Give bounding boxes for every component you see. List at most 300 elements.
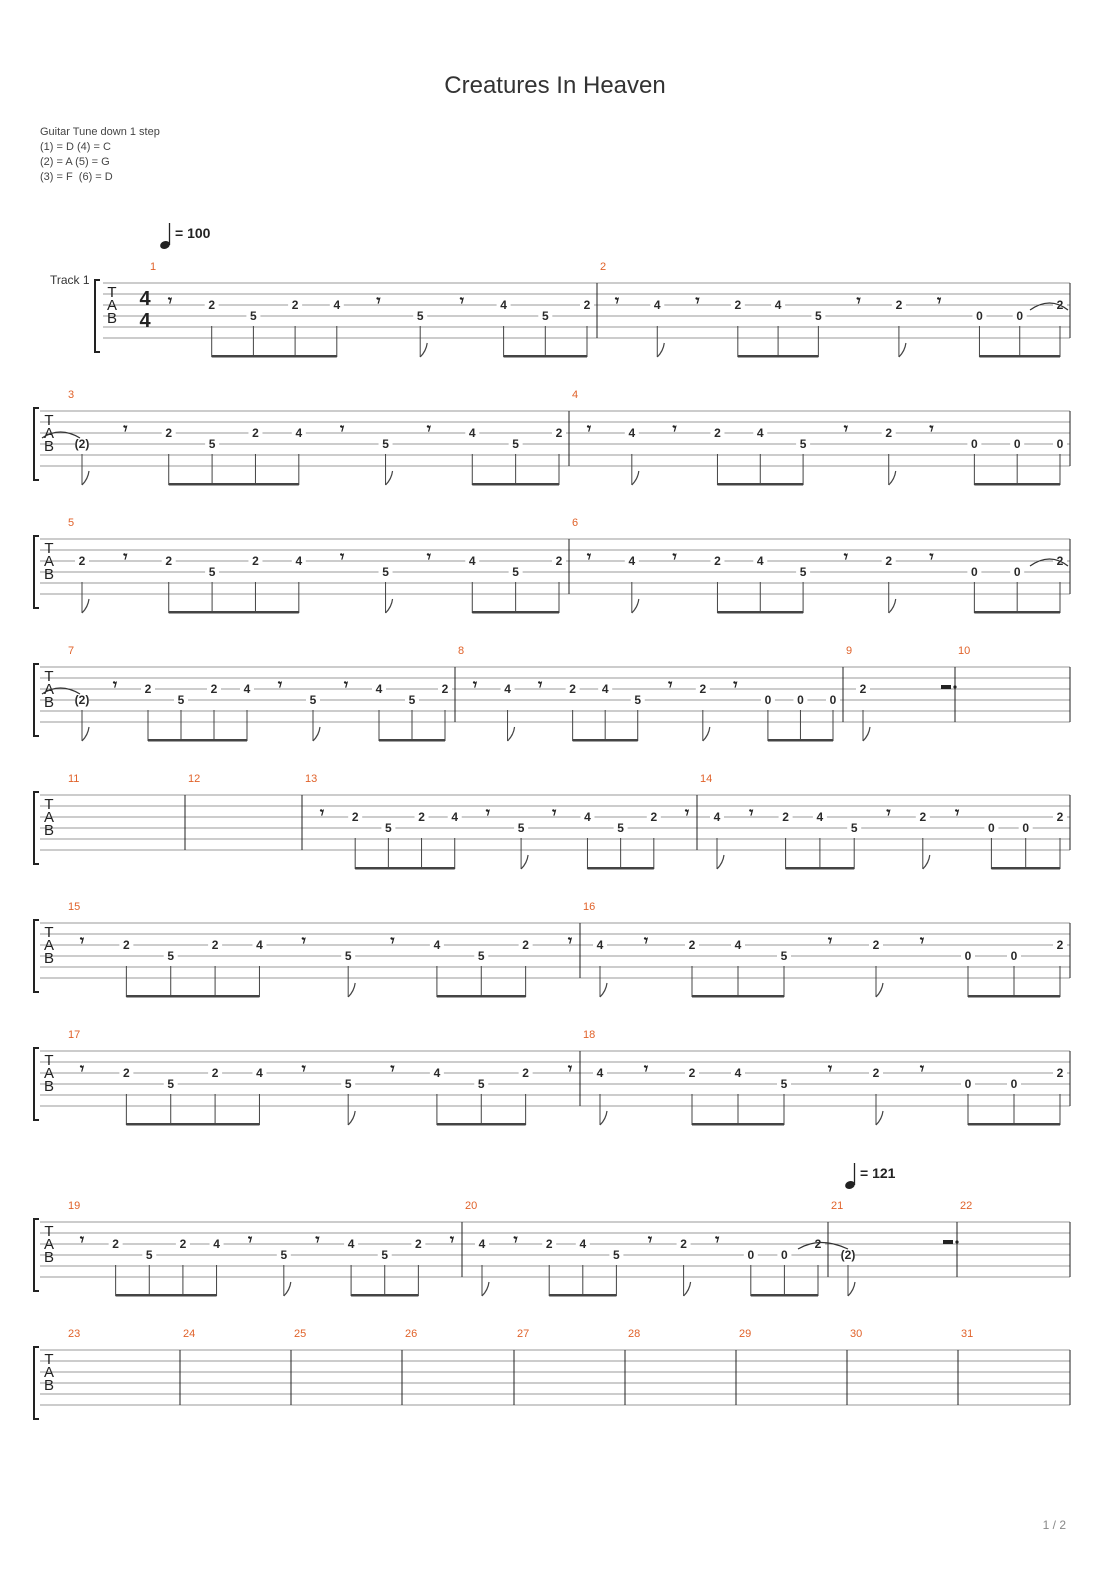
measure-number: 1	[150, 261, 157, 273]
beam	[968, 1123, 1060, 1126]
tab-clef-letter: T	[44, 412, 54, 429]
tab-clef-letter: A	[43, 1364, 55, 1381]
note-flag	[848, 1282, 855, 1296]
fret-number: 4	[584, 810, 591, 824]
note-flag	[703, 727, 710, 741]
fret-number: 0	[988, 821, 995, 835]
note-flag	[386, 599, 393, 613]
fret-number: 5	[780, 949, 788, 963]
beam	[148, 739, 247, 742]
fret-number: 5	[382, 437, 389, 451]
rest-symbol: 𝄾	[856, 293, 861, 310]
measure-number: 15	[68, 901, 81, 913]
note-flag	[889, 599, 896, 613]
fret-number: 5	[617, 821, 624, 835]
beam	[751, 1294, 818, 1297]
rest-symbol: 𝄾	[472, 677, 478, 694]
tab-clef-letter: B	[43, 950, 55, 967]
system-bracket	[95, 280, 100, 352]
tab-clef-letter: B	[43, 438, 55, 455]
rest-symbol: 𝄾	[315, 1232, 320, 1249]
note-flag	[876, 1111, 883, 1125]
tab-clef-letter: T	[44, 668, 54, 685]
fret-number: 5	[177, 693, 185, 707]
fret-number: 2	[123, 1066, 130, 1080]
rest-symbol: 𝄾	[643, 933, 649, 950]
fret-number: 5	[799, 565, 807, 579]
rest-symbol: 𝄾	[485, 805, 491, 822]
beam	[968, 995, 1060, 998]
fret-number: 2	[208, 298, 216, 312]
note-flag	[684, 1282, 691, 1296]
beam	[587, 867, 653, 870]
rest-symbol: 𝄾	[301, 1061, 306, 1078]
rest-symbol: 𝄾	[715, 1232, 720, 1249]
rest-symbol: 𝄾	[319, 805, 325, 822]
tab-clef-letter: T	[44, 1052, 54, 1069]
rest-symbol: 𝄾	[123, 421, 128, 438]
rest-symbol: 𝄾	[340, 549, 345, 566]
rest-symbol: 𝄾	[340, 421, 345, 438]
measure-number: 24	[183, 1328, 196, 1340]
fret-number: (2)	[74, 693, 90, 707]
fret-number: 2	[418, 810, 425, 824]
measure-number: 17	[68, 1029, 81, 1041]
beam	[437, 1123, 526, 1126]
tab-clef-letter: B	[43, 822, 55, 839]
fret-number: 2	[555, 426, 563, 440]
fret-number: 2	[782, 810, 789, 824]
rest-symbol: 𝄾	[167, 293, 173, 310]
fret-number: 5	[167, 949, 175, 963]
fret-number: 2	[714, 554, 721, 568]
fret-number: 4	[243, 682, 251, 696]
fret-number: 2	[555, 554, 563, 568]
rest-symbol: 𝄾	[79, 1061, 85, 1078]
rest-symbol: 𝄾	[426, 421, 432, 438]
rest-symbol: 𝄾	[301, 933, 306, 950]
beam	[573, 739, 638, 742]
fret-number: 4	[816, 810, 824, 824]
tuning-line: (3) = F (6) = D	[40, 171, 113, 183]
beam	[116, 1294, 217, 1297]
tab-clef-letter: T	[44, 1351, 54, 1368]
measure-number: 5	[68, 517, 75, 529]
note-flag	[313, 727, 320, 741]
fret-number: 4	[756, 426, 764, 440]
tab-clef-letter: A	[106, 297, 118, 314]
measure-number: 6	[572, 517, 579, 529]
fret-number: 2	[1056, 1066, 1064, 1080]
note-flag	[632, 599, 639, 613]
beam	[717, 611, 803, 614]
beam	[786, 867, 855, 870]
tab-clef-letter: T	[44, 1223, 54, 1240]
rest-symbol: 𝄾	[672, 549, 677, 566]
page-number: 1 / 2	[1042, 1518, 1066, 1532]
tab-clef-letter: B	[106, 310, 118, 327]
fret-number: 2	[919, 810, 927, 824]
tab-clef-letter: T	[107, 284, 117, 301]
beam	[379, 739, 445, 742]
measure-number: 13	[305, 773, 318, 785]
fret-number: 4	[734, 938, 742, 952]
system-bracket	[34, 536, 39, 608]
fret-number: 0	[1010, 1077, 1018, 1091]
fret-number: 4	[333, 298, 341, 312]
fret-number: 0	[1056, 437, 1064, 451]
tuning-line: (2) = A (5) = G	[40, 156, 110, 168]
fret-number: 5	[517, 821, 525, 835]
track-label: Track 1	[50, 273, 90, 287]
beam	[126, 1123, 259, 1126]
system-bracket	[34, 1347, 39, 1419]
fret-number: 4	[468, 426, 476, 440]
fret-number: 4	[628, 426, 636, 440]
fret-number: 4	[256, 1066, 263, 1080]
fret-number: 2	[569, 682, 576, 696]
beam	[504, 355, 587, 358]
fret-number: 5	[167, 1077, 175, 1091]
fret-number: 2	[885, 554, 893, 568]
fret-number: 4	[500, 298, 507, 312]
rest-symbol: 𝄾	[459, 293, 465, 310]
measure-number: 4	[572, 389, 579, 401]
fret-number: 2	[165, 554, 173, 568]
fret-number: 4	[433, 1066, 441, 1080]
note-flag	[508, 727, 515, 741]
tempo-value: = 100	[175, 225, 211, 241]
system-bracket	[34, 792, 39, 864]
fret-number: 5	[850, 821, 858, 835]
fret-number: 0	[1013, 437, 1021, 451]
fret-number: 2	[734, 298, 742, 312]
rest-symbol: 𝄾	[929, 421, 934, 438]
fret-number: 2	[165, 426, 173, 440]
beam	[717, 483, 803, 486]
note-flag	[863, 727, 870, 741]
system-bracket	[34, 1219, 39, 1291]
measure-number: 3	[68, 389, 75, 401]
measure-number: 16	[583, 901, 596, 913]
half-rest-symbol	[943, 1240, 953, 1244]
fret-number: 0	[964, 1077, 972, 1091]
fret-number: 5	[780, 1077, 788, 1091]
note-flag	[717, 855, 724, 869]
fret-number: 2	[211, 938, 219, 952]
measure-number: 31	[961, 1328, 974, 1340]
tab-clef-letter: B	[43, 1377, 55, 1394]
note-flag	[82, 471, 89, 485]
rest-symbol: 𝄾	[449, 1232, 455, 1249]
note-flag	[386, 471, 393, 485]
tab-clef-letter: A	[43, 553, 55, 570]
fret-number: 5	[815, 309, 822, 323]
beam	[169, 483, 299, 486]
beam	[126, 995, 259, 998]
fret-number: 0	[971, 437, 978, 451]
fret-number: 5	[613, 1248, 620, 1262]
beam	[472, 483, 559, 486]
beam	[472, 611, 559, 614]
fret-number: 2	[252, 554, 259, 568]
note-flag	[482, 1282, 489, 1296]
system-bracket	[34, 664, 39, 736]
fret-number: 2	[291, 298, 299, 312]
measure-number: 20	[465, 1200, 478, 1212]
fret-number: 2	[650, 810, 658, 824]
fret-number: 5	[512, 565, 519, 579]
fret-number: 4	[774, 298, 782, 312]
tab-clef-letter: A	[43, 425, 55, 442]
fret-number: 2	[441, 682, 449, 696]
fret-number: 4	[295, 426, 303, 440]
rest-symbol: 𝄾	[827, 933, 833, 950]
measure-number: 29	[739, 1328, 752, 1340]
tab-clef-letter: A	[43, 1065, 55, 1082]
rest-symbol: 𝄾	[919, 1061, 925, 1078]
fret-number: 0	[1016, 309, 1024, 323]
beam	[979, 355, 1060, 358]
note-flag	[600, 1111, 607, 1125]
fret-number: 2	[415, 1237, 422, 1251]
fret-number: 4	[579, 1237, 587, 1251]
rest-symbol: 𝄾	[929, 549, 934, 566]
fret-number: 0	[781, 1248, 788, 1262]
beam	[768, 739, 833, 742]
rest-symbol: 𝄾	[843, 549, 849, 566]
rest-symbol: 𝄾	[552, 805, 557, 822]
tuning-line: (1) = D (4) = C	[40, 141, 111, 153]
note-flag	[889, 471, 896, 485]
fret-number: 5	[477, 949, 485, 963]
beam	[692, 995, 784, 998]
beam	[991, 867, 1060, 870]
note-flag	[348, 1111, 355, 1125]
rest-symbol: 𝄾	[695, 293, 700, 310]
note-flag	[521, 855, 528, 869]
fret-number: 2	[714, 426, 721, 440]
fret-number: 4	[601, 682, 609, 696]
fret-number: 0	[1010, 949, 1018, 963]
fret-number: 0	[829, 693, 837, 707]
beam	[212, 355, 337, 358]
note-flag	[348, 983, 355, 997]
measure-number: 21	[831, 1200, 844, 1212]
rest-symbol: 𝄾	[376, 293, 381, 310]
fret-number: 4	[347, 1237, 355, 1251]
measure-number: 2	[600, 261, 607, 273]
beam	[355, 867, 455, 870]
rest-symbol: 𝄾	[614, 293, 620, 310]
fret-number: 2	[872, 938, 880, 952]
fret-number: 2	[1056, 938, 1064, 952]
fret-number: 4	[468, 554, 476, 568]
measure-number: 23	[68, 1328, 81, 1340]
tab-clef-letter: A	[43, 681, 55, 698]
measure-number: 28	[628, 1328, 641, 1340]
fret-number: 2	[351, 810, 359, 824]
fret-number: 5	[381, 1248, 389, 1262]
note-flag	[923, 855, 930, 869]
measure-number: 30	[850, 1328, 863, 1340]
fret-number: (2)	[74, 437, 90, 451]
fret-number: 2	[1056, 554, 1064, 568]
fret-number: 2	[545, 1237, 553, 1251]
fret-number: 5	[385, 821, 392, 835]
rest-symbol: 𝄾	[390, 1061, 395, 1078]
fret-number: 0	[964, 949, 972, 963]
rest-symbol: 𝄾	[343, 677, 349, 694]
rest-symbol: 𝄾	[586, 421, 592, 438]
tempo-value: = 121	[860, 1165, 896, 1181]
rest-symbol: 𝄾	[123, 549, 128, 566]
tab-clef-letter: A	[43, 1236, 55, 1253]
rest-symbol: 𝄾	[567, 933, 573, 950]
note-flag	[657, 343, 664, 357]
fret-number: 4	[295, 554, 303, 568]
fret-number: 4	[213, 1237, 220, 1251]
fret-number: 0	[1013, 565, 1021, 579]
note-flag	[632, 471, 639, 485]
fret-number: 4	[478, 1237, 486, 1251]
beam	[738, 355, 819, 358]
fret-number: 2	[112, 1237, 119, 1251]
fret-number: 5	[145, 1248, 153, 1262]
rest-symbol: 𝄾	[954, 805, 960, 822]
fret-number: 2	[688, 938, 696, 952]
rest-symbol: 𝄾	[733, 677, 738, 694]
fret-number: 0	[764, 693, 772, 707]
fret-number: 2	[252, 426, 259, 440]
fret-number: 5	[344, 949, 352, 963]
fret-number: 4	[504, 682, 511, 696]
rest-symbol: 𝄾	[827, 1061, 833, 1078]
rest-symbol: 𝄾	[513, 1232, 518, 1249]
fret-number: 4	[653, 298, 661, 312]
fret-number: 2	[699, 682, 707, 696]
note-flag	[420, 343, 427, 357]
measure-number: 7	[68, 645, 75, 657]
rest-symbol: 𝄾	[567, 1061, 573, 1078]
rest-symbol: 𝄾	[668, 677, 673, 694]
note-flag	[82, 599, 89, 613]
measure-number: 18	[583, 1029, 596, 1041]
fret-number: 5	[512, 437, 519, 451]
fret-number: 4	[451, 810, 459, 824]
beam	[692, 1123, 784, 1126]
half-rest-symbol	[941, 685, 951, 689]
fret-number: 2	[680, 1237, 687, 1251]
fret-number: 2	[123, 938, 130, 952]
fret-number: 5	[309, 693, 317, 707]
measure-number: 10	[958, 645, 971, 657]
measure-number: 11	[68, 773, 80, 785]
fret-number: 0	[976, 309, 983, 323]
page-title: Creatures In Heaven	[444, 72, 666, 99]
fret-number: 2	[210, 682, 218, 696]
fret-number: 2	[1056, 810, 1064, 824]
fret-number: 4	[734, 1066, 742, 1080]
fret-number: 2	[78, 554, 86, 568]
fret-number: 5	[541, 309, 549, 323]
tab-clef-letter: B	[43, 1078, 55, 1095]
fret-number: 4	[433, 938, 441, 952]
measure-number: 22	[960, 1200, 973, 1212]
fret-number: 2	[522, 1066, 529, 1080]
fret-number: 2	[522, 938, 529, 952]
fret-number: 5	[408, 693, 416, 707]
measure-number: 25	[294, 1328, 307, 1340]
fret-number: 2	[859, 682, 867, 696]
tuning-heading: Guitar Tune down 1 step	[40, 126, 160, 138]
note-flag	[899, 343, 906, 357]
fret-number: 4	[375, 682, 383, 696]
tab-clef-letter: T	[44, 540, 54, 557]
fret-number: 4	[256, 938, 263, 952]
fret-number: 2	[872, 1066, 880, 1080]
rest-symbol: 𝄾	[919, 933, 925, 950]
note-flag	[82, 727, 89, 741]
tab-clef-letter: T	[44, 924, 54, 941]
rest-symbol: 𝄾	[277, 677, 283, 694]
fret-number: 5	[634, 693, 642, 707]
fret-number: 2	[814, 1237, 822, 1251]
rest-symbol: 𝄾	[112, 677, 118, 694]
system-bracket	[34, 408, 39, 480]
rest-dot	[955, 1240, 958, 1243]
rest-symbol: 𝄾	[684, 805, 690, 822]
fret-number: 4	[596, 938, 604, 952]
fret-number: 0	[971, 565, 978, 579]
rest-symbol: 𝄾	[537, 677, 543, 694]
fret-number: 5	[416, 309, 424, 323]
tab-clef-letter: T	[44, 796, 54, 813]
measure-number: 8	[458, 645, 465, 657]
fret-number: 5	[208, 437, 216, 451]
rest-symbol: 𝄾	[672, 421, 677, 438]
rest-symbol: 𝄾	[647, 1232, 653, 1249]
rest-symbol: 𝄾	[749, 805, 754, 822]
fret-number: 5	[344, 1077, 352, 1091]
fret-number: 2	[895, 298, 903, 312]
rest-symbol: 𝄾	[79, 1232, 85, 1249]
fret-number: (2)	[840, 1248, 856, 1262]
rest-symbol: 𝄾	[643, 1061, 649, 1078]
fret-number: 2	[211, 1066, 219, 1080]
fret-number: 0	[797, 693, 804, 707]
fret-number: 2	[885, 426, 893, 440]
fret-number: 2	[688, 1066, 696, 1080]
fret-number: 2	[1056, 298, 1064, 312]
system-bracket	[34, 1048, 39, 1120]
fret-number: 0	[1022, 821, 1030, 835]
rest-dot	[953, 685, 956, 688]
time-signature-bottom: 4	[139, 310, 151, 332]
fret-number: 2	[179, 1237, 187, 1251]
measure-number: 19	[68, 1200, 81, 1212]
fret-number: 5	[250, 309, 257, 323]
rest-symbol: 𝄾	[843, 421, 849, 438]
fret-number: 5	[382, 565, 389, 579]
system-bracket	[34, 920, 39, 992]
tab-clef-letter: B	[43, 1249, 55, 1266]
fret-number: 5	[477, 1077, 485, 1091]
tab-clef-letter: A	[43, 937, 55, 954]
rest-symbol: 𝄾	[79, 933, 85, 950]
measure-number: 14	[700, 773, 713, 785]
beam	[437, 995, 526, 998]
